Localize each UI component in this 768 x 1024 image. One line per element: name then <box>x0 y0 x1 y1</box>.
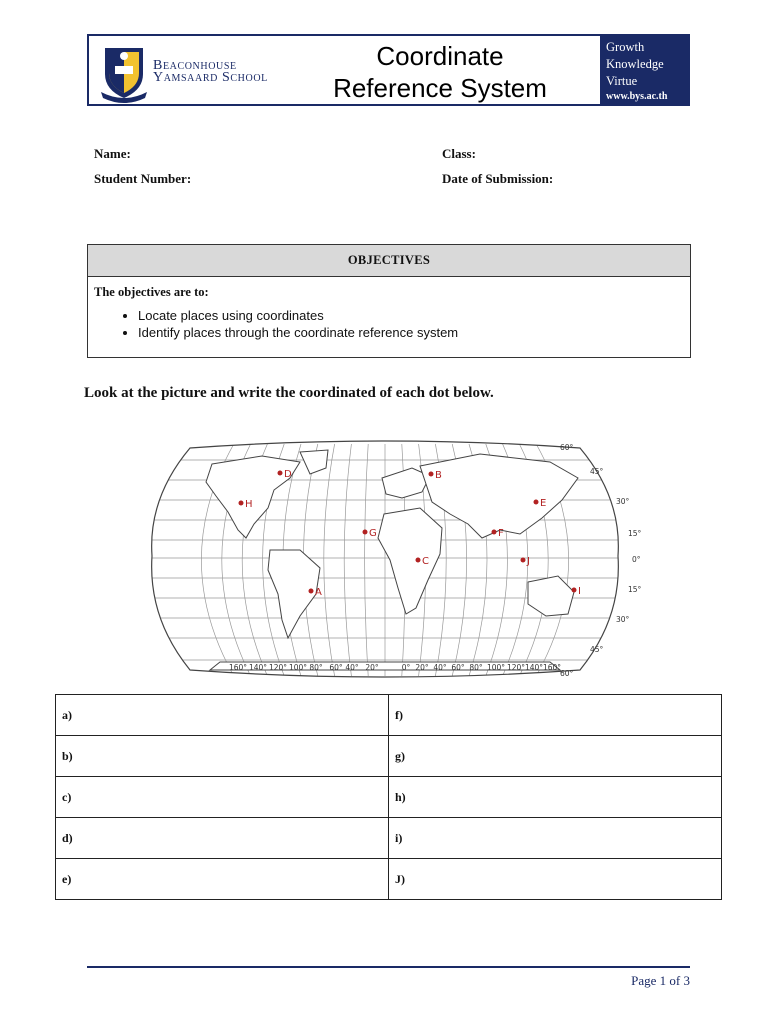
answer-cell-h[interactable] <box>389 777 722 818</box>
objectives-box <box>87 244 691 358</box>
answer-cell-c[interactable] <box>56 777 389 818</box>
longitude-label: 20° <box>365 663 379 672</box>
answer-table <box>55 694 722 900</box>
answer-cell-j[interactable] <box>389 859 722 900</box>
answer-cell-d[interactable] <box>56 818 389 859</box>
answer-cell-a[interactable] <box>56 695 389 736</box>
svg-text:D: D <box>284 469 292 480</box>
longitude-label: 0° <box>401 663 411 672</box>
longitude-label: 40° <box>345 663 359 672</box>
document-title: Coordinate Reference System <box>333 41 547 103</box>
answer-cell-g[interactable] <box>389 736 722 777</box>
school-website: www.bys.ac.th <box>606 91 668 102</box>
longitude-label: 20° <box>415 663 429 672</box>
svg-text:C: C <box>422 556 429 567</box>
svg-text:H: H <box>245 499 253 510</box>
student-number-label: Student Number: <box>94 171 192 186</box>
answer-cell-i[interactable] <box>389 818 722 859</box>
answer-cell-e[interactable] <box>56 859 389 900</box>
longitude-label: 100° <box>486 663 506 672</box>
longitude-label: 60° <box>451 663 465 672</box>
objectives-list <box>118 307 458 341</box>
answer-cell-b[interactable] <box>56 736 389 777</box>
objective-item: • Locate places using coordinates <box>138 307 458 324</box>
school-logo <box>95 42 275 102</box>
longitude-label: 40° <box>433 663 447 672</box>
school-name: Beaconhouse Yamsaard School <box>153 58 268 85</box>
svg-text:J: J <box>527 556 530 567</box>
longitude-label: 120° <box>268 663 288 672</box>
world-map <box>150 438 642 682</box>
longitude-label: 120° <box>506 663 526 672</box>
longitude-label: 80° <box>309 663 323 672</box>
answer-cell-f[interactable] <box>389 695 722 736</box>
name-label: Name: <box>94 146 131 161</box>
table-row <box>56 859 722 900</box>
document-header <box>87 34 690 106</box>
table-row <box>56 695 722 736</box>
footer-divider <box>87 966 690 968</box>
objective-item: • Identify places through the coordinate reference system <box>138 324 458 341</box>
longitude-label: 60° <box>329 663 343 672</box>
latitude-label: 30° <box>616 497 630 506</box>
latitude-label: 60° <box>560 669 574 678</box>
longitude-label: 160° <box>228 663 248 672</box>
latitude-label: 60° <box>560 443 574 452</box>
motto-virtue: Virtue <box>606 74 638 88</box>
table-row <box>56 818 722 859</box>
answer-label: a) <box>62 707 72 722</box>
school-motto-panel <box>600 36 688 104</box>
svg-text:I: I <box>578 586 581 597</box>
date-of-submission-label: Date of Submission: <box>442 171 554 186</box>
answer-label: d) <box>62 830 73 845</box>
objectives-heading: OBJECTIVES <box>88 245 690 277</box>
latitude-label: 30° <box>616 615 630 624</box>
longitude-label: 80° <box>469 663 483 672</box>
latitude-label: 45° <box>590 467 604 476</box>
longitude-label: 160° <box>542 663 562 672</box>
answer-label: f) <box>395 707 403 722</box>
latitude-label: 45° <box>590 645 604 654</box>
school-crest-icon <box>95 42 153 102</box>
answer-label: g) <box>395 748 405 763</box>
answer-label: J) <box>395 871 405 886</box>
answer-label: h) <box>395 789 406 804</box>
instruction-text: Look at the picture and write the coordinated of each dot below. <box>84 385 494 401</box>
table-row <box>56 736 722 777</box>
longitude-label: 140° <box>524 663 544 672</box>
latitude-label: 15° <box>628 585 642 594</box>
longitude-label: 140° <box>248 663 268 672</box>
class-label: Class: <box>442 146 476 161</box>
answer-label: e) <box>62 871 72 886</box>
map-graticule <box>150 438 620 682</box>
answer-label: b) <box>62 748 73 763</box>
page-number: Page 1 of 3 <box>631 973 690 988</box>
answer-label: i) <box>395 830 403 845</box>
svg-text:B: B <box>435 470 442 481</box>
latitude-label: 15° <box>628 529 642 538</box>
objectives-intro: The objectives are to: <box>94 285 209 299</box>
svg-text:G: G <box>369 528 377 539</box>
svg-text:F: F <box>498 528 504 539</box>
motto-growth: Growth <box>606 40 645 54</box>
longitude-label: 100° <box>288 663 308 672</box>
table-row <box>56 777 722 818</box>
motto-knowledge: Knowledge <box>606 57 664 71</box>
answer-label: c) <box>62 789 72 804</box>
latitude-label: 0° <box>632 555 641 564</box>
svg-text:A: A <box>315 587 322 598</box>
svg-text:E: E <box>540 498 547 509</box>
